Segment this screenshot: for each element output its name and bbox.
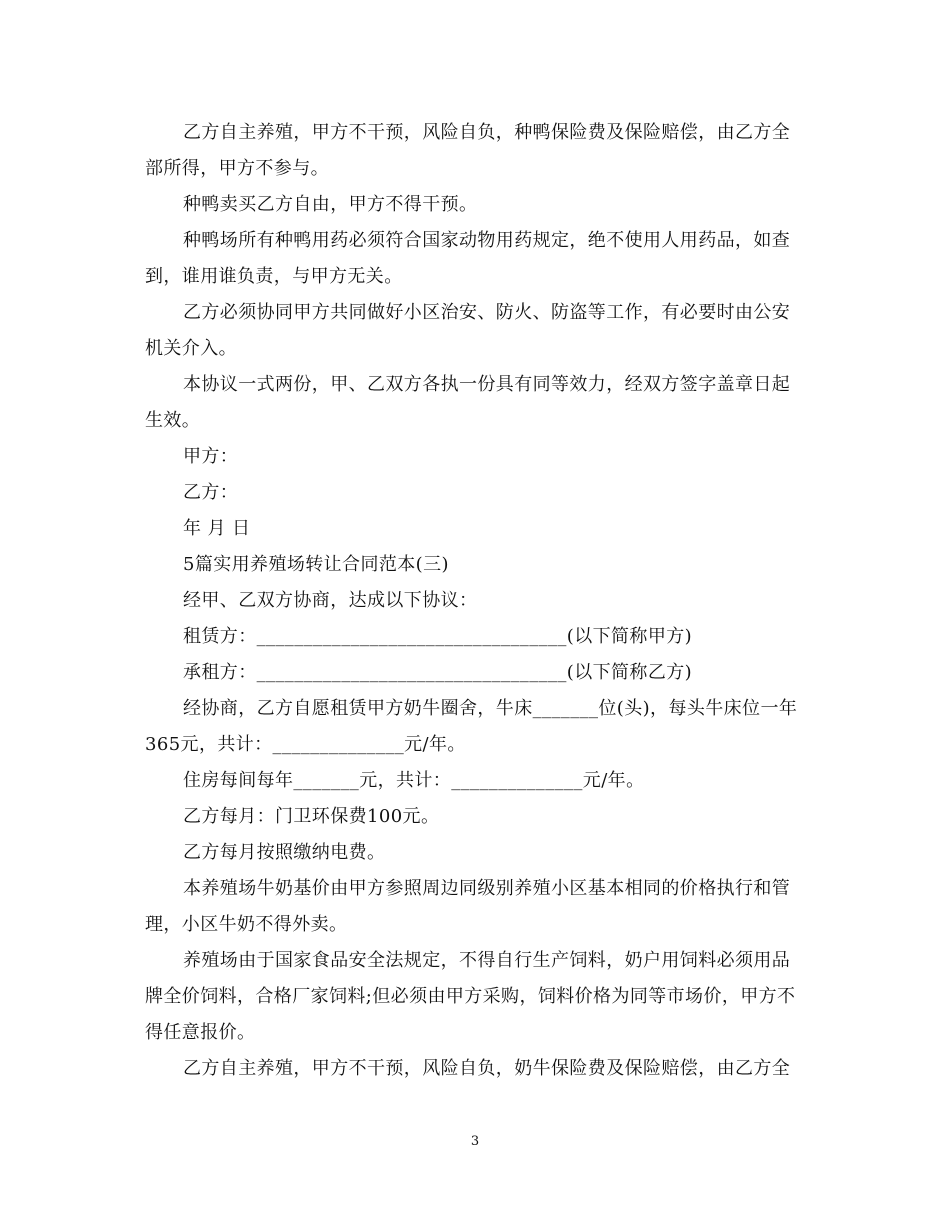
document-body — [145, 115, 800, 1087]
party-a-signature-line: 甲方： — [183, 446, 239, 467]
paragraph-1: 乙方自主养殖，甲方不干预，风险自负，种鸭保险费及保险赔偿，由乙方全部所得，甲方不参与。 — [145, 122, 791, 179]
paragraph-fee: 乙方每月：门卫环保费100元。 — [183, 806, 440, 827]
paragraph-4: 乙方必须协同甲方共同做好小区治安、防火、防盗等工作，有必要时由公安机关介入。 — [145, 302, 791, 359]
section-title: 5篇实用养殖场转让合同范本(三) — [183, 554, 449, 575]
paragraph-last: 乙方自主养殖，甲方不干预，风险自负，奶牛保险费及保险赔偿，由乙方全 — [183, 1058, 791, 1079]
party-b-signature-line: 乙方： — [183, 482, 239, 503]
page-number: 3 — [470, 1134, 480, 1149]
lessee-line: 承租方：_________________________________(以下简称乙方) — [183, 662, 693, 683]
paragraph-housing: 住房每间每年_______元，共计：______________元/年。 — [183, 770, 645, 791]
paragraph-milk-price: 本养殖场牛奶基价由甲方参照周边同级别养殖小区基本相同的价格执行和管理，小区牛奶不得外卖。 — [145, 878, 791, 935]
paragraph-electricity: 乙方每月按照缴纳电费。 — [183, 842, 386, 863]
date-line: 年 月 日 — [183, 518, 251, 539]
paragraph-feed: 养殖场由于国家食品安全法规定，不得自行生产饲料，奶户用饲料必须用品牌全价饲料，合格厂家饲料;但必须由甲方采购，饲料价格为同等市场价，甲方不得任意报价。 — [145, 950, 796, 1043]
paragraph-2: 种鸭卖买乙方自由，甲方不得干预。 — [183, 194, 478, 215]
paragraph-5: 本协议一式两份，甲、乙双方各执一份具有同等效力，经双方签字盖章日起生效。 — [145, 374, 791, 431]
paragraph-intro: 经甲、乙双方协商，达成以下协议： — [183, 590, 478, 611]
paragraph-3: 种鸭场所有种鸭用药必须符合国家动物用药规定，绝不使用人用药品，如查到，谁用谁负责，与甲方无关。 — [145, 230, 791, 287]
lessor-line: 租赁方：_________________________________(以下简称甲方) — [183, 626, 693, 647]
paragraph-lease-terms: 经协商，乙方自愿租赁甲方奶牛圈舍，牛床_______位(头)，每头牛床位一年365元，共计：______________元/年。 — [145, 698, 798, 755]
